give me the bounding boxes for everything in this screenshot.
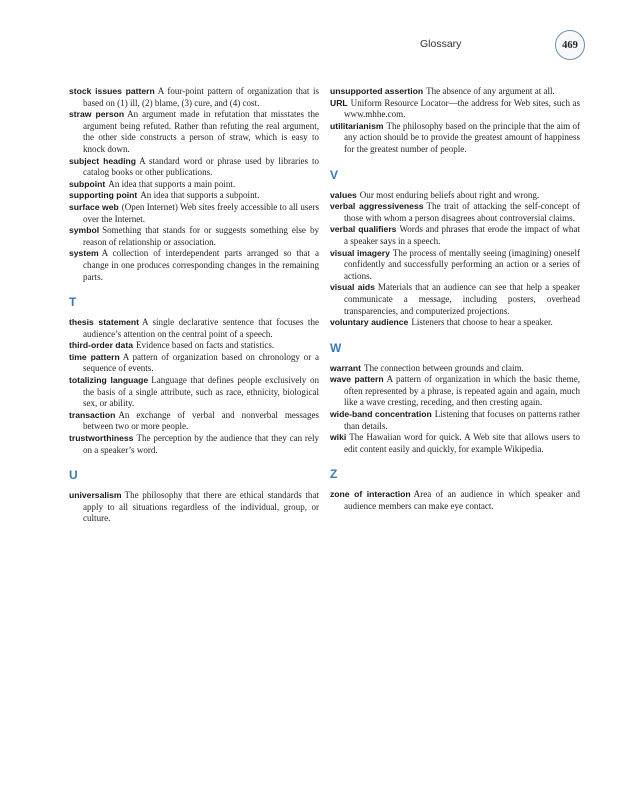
glossary-entry	[330, 86, 580, 98]
glossary-definition: The absence of any argument at all.	[426, 86, 555, 96]
glossary-definition: Evidence based on facts and statistics.	[135, 340, 275, 351]
glossary-term: voluntary audience	[330, 317, 409, 328]
glossary-definition: The Hawaiian word for quick. A Web site that allows users to edit content easily and quickly, for example Wikipedia.	[344, 432, 580, 454]
glossary-column-left	[69, 86, 319, 525]
glossary-term: verbal qualifiers	[330, 224, 397, 235]
glossary-definition: An idea that supports a main point.	[108, 178, 236, 189]
glossary-definition: A single declarative sentence that focuses the audience’s attention on the central point of a speech.	[83, 317, 319, 339]
glossary-term: URL	[330, 97, 348, 108]
glossary-term: unsupported assertion	[330, 86, 424, 96]
glossary-column-right	[330, 86, 580, 513]
glossary-entry	[69, 248, 319, 283]
glossary-term: thesis statement	[69, 317, 140, 328]
glossary-definition: A pattern of organization based on chronology or a sequence of events.	[83, 351, 319, 374]
glossary-term: universalism	[69, 490, 122, 501]
section-letter-z: Z	[330, 467, 338, 482]
glossary-term: verbal aggressiveness	[330, 201, 424, 212]
glossary-term: warrant	[330, 362, 362, 373]
glossary-entry	[69, 225, 319, 248]
glossary-entry	[69, 109, 319, 155]
glossary-definition: Words and phrases that erode the impact of what a speaker says in a speech.	[344, 224, 580, 246]
glossary-term: wave pattern	[330, 374, 384, 385]
glossary-entry	[69, 433, 319, 456]
glossary-definition: (Open Internet) Web sites freely accessible to all users over the Internet.	[83, 201, 319, 224]
glossary-term: straw person	[69, 109, 125, 120]
glossary-entry	[330, 432, 580, 455]
glossary-term: visual imagery	[330, 247, 390, 258]
glossary-term: symbol	[69, 225, 100, 236]
glossary-definition: Language that defines people exclusively on the basis of a single attribute, such as race, ethnicity, biological sex, or ability.	[83, 375, 319, 409]
glossary-entry	[330, 317, 580, 329]
glossary-entry	[69, 86, 319, 109]
glossary-entry	[69, 340, 319, 352]
glossary-entry	[69, 179, 319, 191]
page-header	[0, 0, 633, 72]
glossary-entry	[69, 410, 319, 433]
section-letter-w: W	[330, 340, 342, 355]
glossary-term: subject heading	[69, 155, 137, 166]
glossary-entry	[330, 98, 580, 121]
glossary-definition: The process of mentally seeing (imagining) oneself confidently and successfully performing an action or a series of actions.	[344, 247, 580, 281]
running-header-title: Glossary	[420, 38, 462, 50]
glossary-entry	[69, 202, 319, 225]
glossary-entry	[330, 248, 580, 283]
glossary-definition: Area of an audience in which speaker and audience members can make eye contact.	[344, 489, 580, 512]
glossary-entry	[330, 374, 580, 409]
glossary-entry	[330, 363, 580, 375]
glossary-definition: An argument made in refutation that misstates the argument being refuted. Rather than refuting the real argument, the other side constructs a person of straw, which is easy to knock down.	[83, 109, 319, 154]
glossary-entry	[69, 317, 319, 340]
glossary-definition: A standard word or phrase used by libraries to catalog books or other publications.	[83, 155, 319, 178]
glossary-term: trustworthiness	[69, 433, 134, 444]
glossary-entry	[69, 190, 319, 202]
section-letter-t: T	[69, 295, 77, 310]
glossary-definition: Materials that an audience can see that help a speaker communicate a message, including posters, overhead transparencies, and computerized projections.	[344, 282, 580, 316]
glossary-definition: A pattern of organization in which the basic theme, often represented by a phrase, is repeated again and again, much like a wave cresting, receding, and then cresting again.	[344, 374, 580, 408]
glossary-entry	[330, 224, 580, 247]
glossary-entry	[330, 489, 580, 512]
glossary-term: system	[69, 248, 99, 259]
glossary-term: stock issues pattern	[69, 86, 155, 96]
glossary-entry	[330, 190, 580, 202]
section-letter-v: V	[330, 167, 339, 182]
glossary-entry	[330, 409, 580, 432]
glossary-term: wide-band concentration	[330, 409, 432, 420]
glossary-definition: The connection between grounds and claim.	[364, 362, 524, 373]
glossary-definition: A collection of interdependent parts arranged so that a change in one produces corresponding changes in the remaining parts.	[83, 248, 319, 282]
glossary-entry	[69, 490, 319, 525]
glossary-term: values	[330, 189, 357, 200]
glossary-definition: Listeners that choose to hear a speaker.	[411, 317, 553, 328]
glossary-term: totalizing language	[69, 375, 149, 386]
glossary-definition: An exchange of verbal and nonverbal messages between two or more people.	[83, 409, 319, 432]
glossary-entry	[69, 156, 319, 179]
glossary-entry	[330, 121, 580, 156]
glossary-term: supporting point	[69, 190, 138, 201]
glossary-term: transaction	[69, 409, 116, 420]
glossary-term: utilitarianism	[330, 120, 384, 131]
glossary-definition: Uniform Resource Locator—the address for Web sites, such as www.mhhe.com.	[344, 97, 580, 120]
page-number: 469	[562, 39, 578, 51]
glossary-definition: The philosophy based on the principle that the aim of any action should be to provide the greatest amount of happiness for the greatest number of people.	[344, 120, 580, 154]
glossary-term: zone of interaction	[330, 489, 411, 500]
page-number-badge	[555, 30, 585, 60]
glossary-term: third-order data	[69, 340, 133, 351]
glossary-entry	[69, 375, 319, 410]
glossary-definition: The philosophy that there are ethical standards that apply to all situations regardless of the individual, group, or culture.	[83, 490, 319, 524]
glossary-definition: The trait of attacking the self-concept of those with whom a person disagrees about controversial claims.	[344, 201, 581, 223]
glossary-definition: Listening that focuses on patterns rather than details.	[344, 409, 580, 431]
glossary-entry	[330, 201, 580, 224]
glossary-entry	[330, 282, 580, 317]
section-letter-u: U	[69, 468, 78, 483]
glossary-term: wiki	[330, 432, 347, 443]
glossary-definition: An idea that supports a subpoint.	[140, 190, 260, 201]
glossary-entry	[69, 352, 319, 375]
glossary-term: visual aids	[330, 282, 375, 293]
glossary-definition: A four-point pattern of organization that is based on (1) ill, (2) blame, (3) cure, and (4) cost.	[83, 86, 319, 108]
glossary-definition: The perception by the audience that they can rely on a speaker’s word.	[83, 433, 319, 455]
glossary-term: surface web	[69, 201, 119, 212]
glossary-definition: Something that stands for or suggests something else by reason of relationship or association.	[83, 225, 319, 247]
glossary-term: subpoint	[69, 178, 106, 189]
glossary-definition: Our most enduring beliefs about right and wrong.	[359, 189, 540, 200]
glossary-term: time pattern	[69, 351, 120, 362]
